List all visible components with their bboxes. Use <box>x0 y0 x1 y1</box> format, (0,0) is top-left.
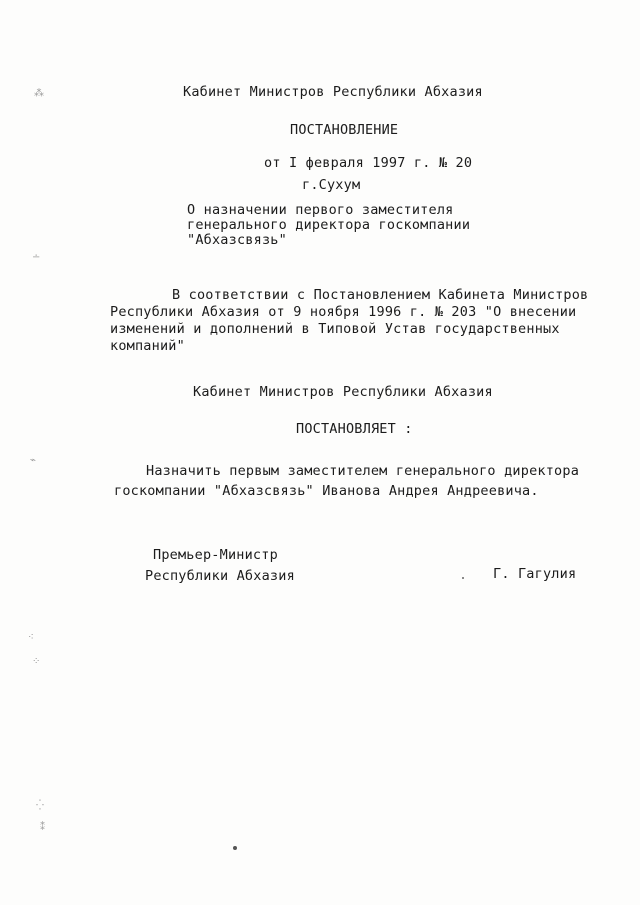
margin-mark: ⌁ <box>30 455 37 466</box>
preamble-line: компаний" <box>110 338 185 354</box>
margin-mark: ⁖ <box>28 632 35 643</box>
preamble-line: В соответствии с Постановлением Кабинета Министров <box>172 287 589 303</box>
preamble-line: изменений и дополнений в Типовой Устав государственных <box>110 321 560 337</box>
scan-dot <box>462 577 464 579</box>
signatory-title-line: Премьер-Министр <box>153 547 278 563</box>
date-and-number: от I февраля 1997 г. № 20 <box>264 155 473 171</box>
decision-line: госкомпании "Абхазсвязь" Иванова Андрея Андреевича. <box>114 483 539 499</box>
decision <box>114 461 579 501</box>
resolving-body: Кабинет Министров Республики Абхазия <box>193 384 493 400</box>
margin-mark: ⁑ <box>40 822 46 833</box>
scan-dot <box>233 846 237 850</box>
margin-mark: ⁂ <box>34 88 45 99</box>
signatory-name: Г. Гагулия <box>493 566 577 582</box>
issuing-body-heading: Кабинет Министров Республики Абхазия <box>183 84 483 100</box>
margin-mark: ⁘ <box>32 656 41 667</box>
document-type: ПОСТАНОВЛЕНИЕ <box>290 122 399 138</box>
subject: О назначении первого заместителя генерального директора госкомпании "Абхазсвязь" <box>187 202 471 248</box>
margin-mark: ∸ <box>32 252 41 263</box>
margin-mark: ⁛ <box>36 800 45 811</box>
preamble <box>110 287 588 355</box>
signatory-title-line: Республики Абхазия <box>145 568 295 584</box>
decision-line: Назначить первым заместителем генерального директора <box>146 463 580 479</box>
resolves-heading: ПОСТАНОВЛЯЕТ : <box>296 421 413 437</box>
signatory-title <box>145 545 295 587</box>
city: г.Сухум <box>302 177 361 193</box>
preamble-line: Республики Абхазия от 9 ноября 1996 г. № 203 "О внесении <box>110 304 577 320</box>
